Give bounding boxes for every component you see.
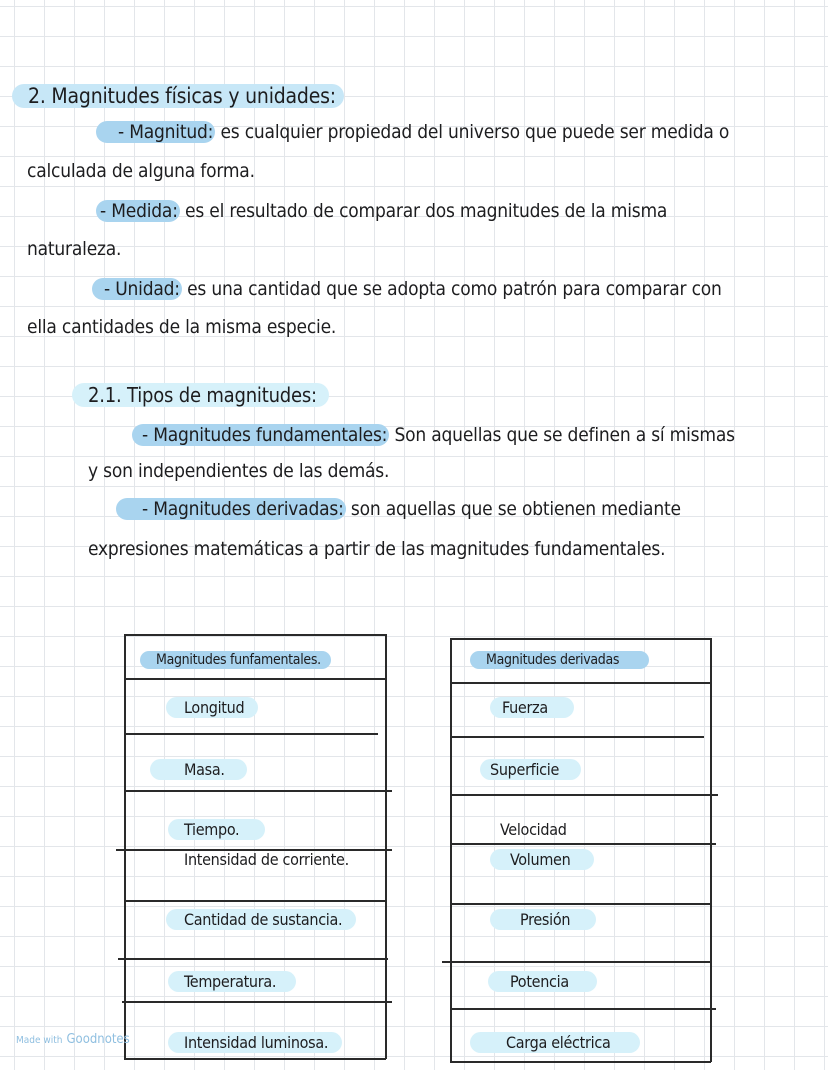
table-border <box>450 638 452 1062</box>
table-cell: Superficie <box>480 760 581 779</box>
table-cell: Presión <box>490 910 596 929</box>
definition-text: es cualquier propiedad del universo que puede ser medida o <box>220 121 730 143</box>
table-cell: Masa. <box>150 760 247 779</box>
definition-derivadas <box>116 498 681 520</box>
definition-text: Son aquellas que se definen a sí mismas <box>394 424 735 446</box>
table-cell: Longitud <box>166 698 258 717</box>
table-divider <box>124 790 392 792</box>
table-divider <box>124 733 378 735</box>
table-divider <box>118 958 388 960</box>
table-border <box>450 1061 711 1063</box>
definition-magnitud <box>96 121 729 143</box>
table-cell: Fuerza <box>490 698 574 717</box>
definition-text-continued: y son independientes de las demás. <box>88 460 390 482</box>
definition-text-continued: expresiones matemáticas a partir de las magnitudes fundamentales. <box>88 538 666 560</box>
table-divider <box>124 678 386 680</box>
term-derivadas: - Magnitudes derivadas: <box>116 498 346 520</box>
term-magnitud: - Magnitud: <box>96 121 215 143</box>
table-divider <box>452 794 718 796</box>
table-divider <box>452 736 704 738</box>
table-header: Magnitudes derivadas <box>470 652 649 668</box>
definition-text-continued: ella cantidades de la misma especie. <box>27 316 337 338</box>
table-cell: Intensidad de corriente. <box>184 850 349 869</box>
table-cell: Potencia <box>488 972 597 991</box>
section-title: 2. Magnitudes físicas y unidades: <box>12 84 344 108</box>
table-cell: Intensidad luminosa. <box>168 1033 342 1052</box>
table-divider <box>450 843 716 845</box>
definition-unidad <box>92 278 722 300</box>
table-divider <box>122 1001 392 1003</box>
table-cell: Velocidad <box>500 820 567 839</box>
term-medida: - Medida: <box>96 200 180 222</box>
table-divider <box>124 900 386 902</box>
definition-text: es una cantidad que se adopta como patrón para comparar con <box>187 278 722 300</box>
table-border <box>124 634 126 1059</box>
table-border <box>450 638 711 640</box>
table-border <box>385 634 387 1059</box>
definition-text: son aquellas que se obtienen mediante <box>350 498 681 520</box>
definition-text-continued: calculada de alguna forma. <box>27 160 255 182</box>
table-border <box>710 638 712 1062</box>
subsection-title: 2.1. Tipos de magnitudes: <box>72 383 329 407</box>
goodnotes-watermark <box>16 1032 130 1047</box>
table-divider <box>442 961 711 963</box>
watermark-prefix: Made with <box>16 1035 63 1046</box>
table-divider <box>450 1008 716 1010</box>
table-divider <box>450 903 711 905</box>
definition-fundamentales <box>132 424 735 446</box>
term-fundamentales: - Magnitudes fundamentales: <box>132 424 389 446</box>
table-cell: Volumen <box>490 850 594 869</box>
definition-text: es el resultado de comparar dos magnitudes de la misma <box>185 200 668 222</box>
table-divider <box>452 682 711 684</box>
table-cell: Tiempo. <box>168 820 265 839</box>
table-cell: Carga eléctrica <box>470 1033 640 1052</box>
definition-medida <box>96 200 667 222</box>
table-cell: Cantidad de sustancia. <box>166 910 356 929</box>
term-unidad: - Unidad: <box>92 278 182 300</box>
table-header: Magnitudes funfamentales. <box>140 652 331 668</box>
table-border <box>124 634 386 636</box>
table-border <box>124 1058 386 1060</box>
table-cell: Temperatura. <box>168 972 296 991</box>
definition-text-continued: naturaleza. <box>27 238 122 260</box>
watermark-brand: Goodnotes <box>66 1032 130 1047</box>
